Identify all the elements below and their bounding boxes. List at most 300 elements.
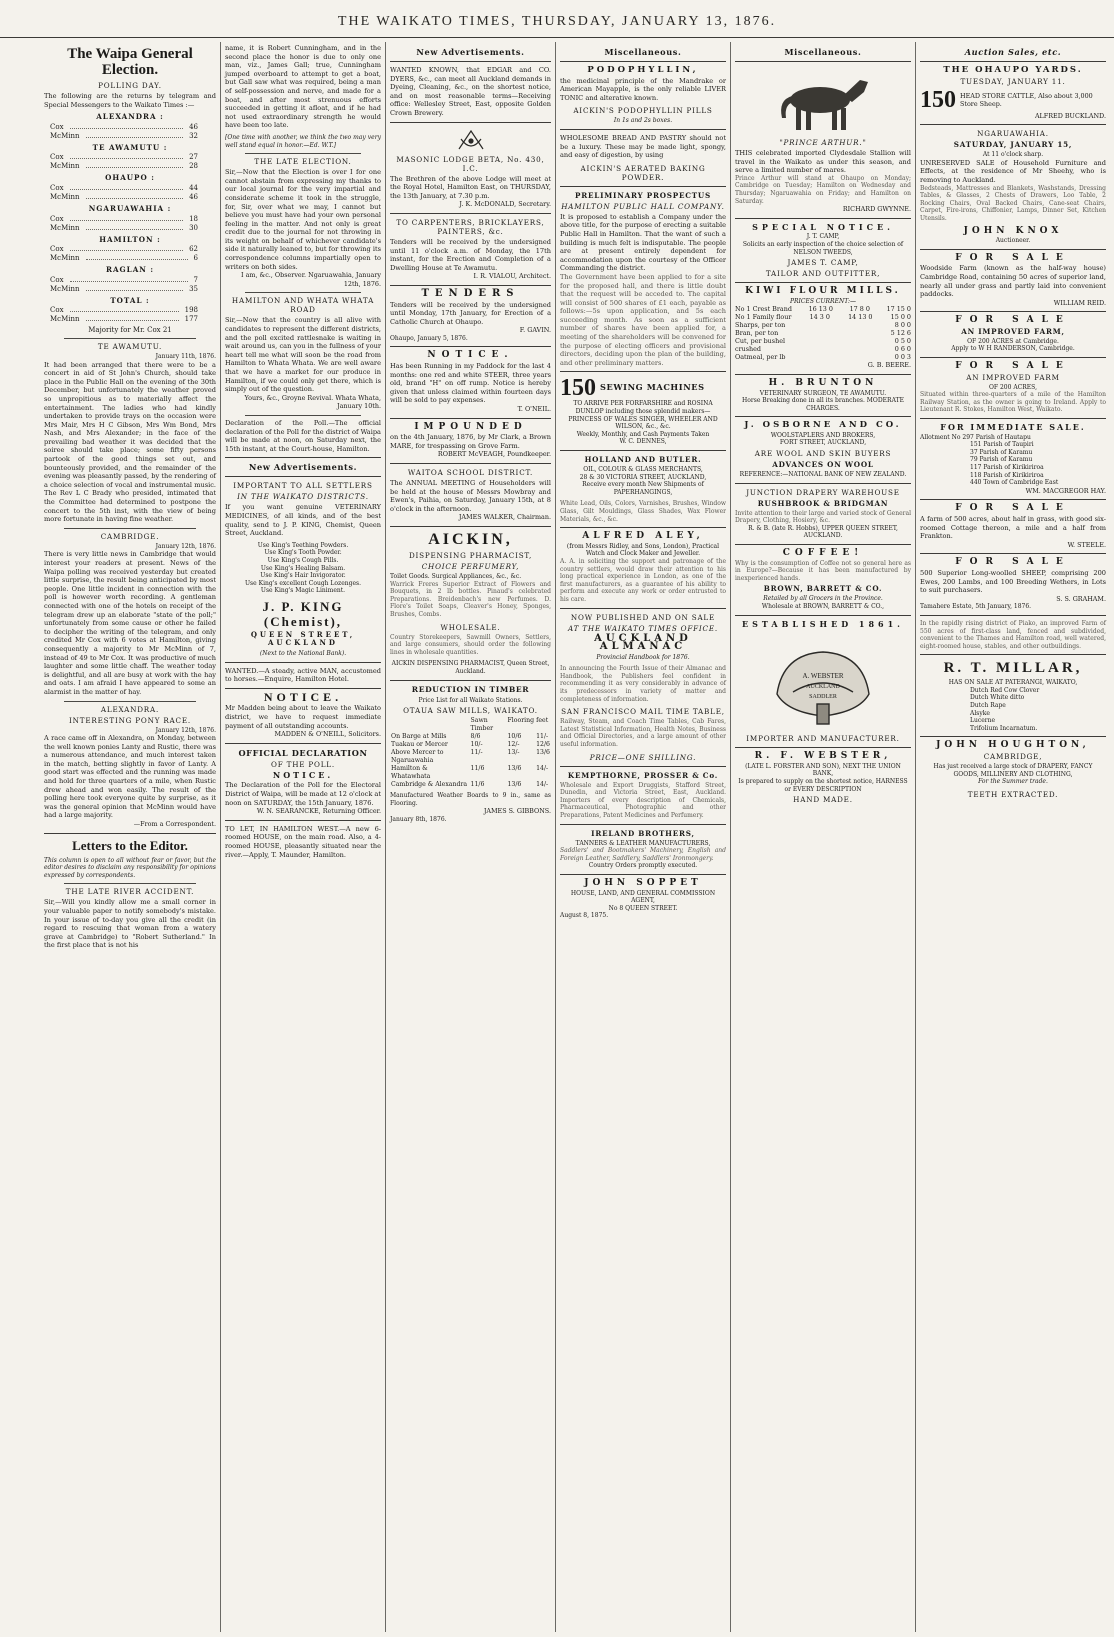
poll-row bbox=[44, 276, 216, 285]
coffee-name: BROWN, BARRETT & CO. bbox=[763, 584, 883, 594]
polling-day-subheading: POLLING DAY. bbox=[98, 81, 162, 90]
ohaupo-cattle-ad bbox=[920, 88, 1106, 112]
prospectus-heading: PRELIMINARY PROSPECTUS bbox=[575, 190, 711, 200]
ngaruawahia-time: At 11 o'clock sharp. bbox=[982, 151, 1044, 159]
official-declaration-heading: OFFICIAL DECLARATION bbox=[238, 747, 368, 758]
candidate-name: McMinn bbox=[50, 131, 80, 140]
poll-returns bbox=[44, 113, 216, 324]
allotment-row: 440 Town of Cambridge East bbox=[970, 479, 1059, 487]
candidate-name: Cox bbox=[50, 306, 64, 315]
poll-place: RAGLAN : bbox=[105, 265, 155, 275]
ngaruawahia-date: SATURDAY, JANUARY 15, bbox=[953, 140, 1073, 150]
king-product: Use King's excellent Cough Lozenges. bbox=[245, 579, 361, 587]
seed-item: Alsyke bbox=[970, 709, 990, 717]
table-cell: 14/- bbox=[536, 781, 549, 789]
election-heading: The Waipa General Election. bbox=[67, 46, 193, 78]
stray-notice-body: Has been Running in my Paddock for the last 4 months: one red and white STEER, three years old, brand "H" on off rump. Notice is hereby given that unless claimed within fourteen days will be sold to pay expenses. bbox=[390, 362, 551, 405]
king-product: Use King's Teething Powders. bbox=[257, 541, 349, 549]
price-value: 0 6 0 bbox=[894, 345, 911, 354]
school-signature: JAMES WALKER, Chairman. bbox=[458, 513, 551, 522]
column-6 bbox=[915, 42, 1110, 1632]
sewing-signature: W. C. DENNES, bbox=[619, 438, 667, 446]
kempthorne-body: Wholesale and Export Druggists, Stafford Street, Dunedin, and Victoria Street, East, Auckland. Importers of every description of Chemicals, Pharmaceutical, Photographic and other Preparations, Patent Medicines and Perfumery. bbox=[560, 781, 726, 819]
ireland-note: Country Orders promptly executed. bbox=[588, 862, 698, 870]
allotment-row: 118 Parish of Kirikiriroa bbox=[970, 471, 1044, 479]
farm-500-body: A farm of 500 acres, about half in grass, with good six-roomed Cottage thereon, a mile and a half from Frankton. bbox=[920, 514, 1106, 541]
osborne-address: FORT STREET, AUCKLAND, bbox=[779, 439, 867, 447]
letters-disclaimer: This column is open to all without fear or favor, but the editor desires to disclaim any responsibility for opinions expressed by correspondents. bbox=[44, 856, 216, 879]
vote-count: 35 bbox=[189, 284, 198, 293]
aickin-footer: AICKIN DISPENSING PHARMACIST, Queen Street, Auckland. bbox=[391, 660, 550, 675]
brunton-sub: VETERINARY SURGEON, TE AWAMUTU. bbox=[759, 389, 887, 397]
ireland-body: Saddlers' and Bootmakers' Machinery, English and Foreign Leather, Saddlery, Saddlers' Ironmongery. bbox=[560, 847, 726, 862]
soppet-date: August 8, 1875. bbox=[560, 912, 609, 920]
almanac-price: PRICE—ONE SHILLING. bbox=[589, 752, 697, 762]
aley-sub: (from Messrs Ridley, and Sons, London), Practical Watch and Clock Maker and Jeweller. bbox=[566, 542, 720, 558]
aley-heading: ALFRED ALEY, bbox=[582, 531, 704, 542]
alexandra-article: A race came off in Alexandra, on Monday, between the well known ponies Lanty and Rustic, there was a numerous attendance, and much interest taken in the match, betting slightly in favor of Lanty. A good start was effected and the running was made and hold for three quarters of a mile, when Rustic drew ahead and won easily. The result of the polling here took everyone quite by surprise, as it was the general opinion that McMinn would have had a large majority. bbox=[44, 734, 216, 820]
tenders-heading: TENDERS bbox=[421, 287, 520, 299]
table-cell: Above Mercer to Ngaruawahia bbox=[391, 749, 444, 765]
improved-farm-2-sub: OF 200 ACRES, bbox=[989, 383, 1037, 391]
price-row bbox=[735, 337, 911, 345]
price-value: 5 12 6 bbox=[890, 329, 911, 338]
coffee-body: Why is the consumption of Coffee not so general here as in Europe?—Because it has been manufactured by inexperienced hands. bbox=[735, 559, 911, 582]
woodside-farm-body: Woodside Farm (known as the half-way house) Cambridge Road, containing 50 acres of superior land, nearly all under grass and partly laid into convenient paddocks. bbox=[920, 264, 1106, 299]
settlers-body: If you want genuine VETERINARY MEDICINES, of all kinds, and of the best quality, send to J. P. KING, Chemist, Queen Street, Auckland. bbox=[225, 503, 381, 538]
almanac-name: AUCKLAND ALMANAC bbox=[594, 632, 692, 653]
aickin-pills-name: AICKIN'S PODOPHYLLIN PILLS bbox=[573, 106, 713, 116]
lodge-heading: MASONIC LODGE BETA, No. 430, I.C. bbox=[396, 154, 545, 173]
auction-sales-heading: Auction Sales, etc. bbox=[964, 47, 1062, 57]
allotment-row: Allotment No 297 Parish of Hautapu bbox=[920, 433, 1031, 441]
to-let-notice: TO LET, IN HAMILTON WEST.—A new 6-roomed HOUSE, on the main road. Also, a 4-roomed HOUSE, pleasantly situated near the river.—Apply, T. Maunder, Hamilton. bbox=[225, 824, 381, 859]
cambridge-heading: CAMBRIDGE. bbox=[100, 531, 160, 541]
webster-heading: R. F. WEBSTER, bbox=[754, 751, 892, 762]
poll-row bbox=[44, 153, 216, 162]
ngaruawahia-body: UNRESERVED SALE of Household Furniture and Effects, at the residence of Mr Sheehy, who is removing to Auckland. bbox=[920, 158, 1106, 184]
timber-signature: JAMES S. GIBBONS. bbox=[483, 807, 551, 816]
saddle-trade-text: SADDLER bbox=[809, 694, 837, 701]
king-product: Use King's Magic Liniment. bbox=[260, 587, 346, 595]
alexandra-date: January 12th, 1876. bbox=[155, 726, 216, 734]
prince-arthur-body: THIS celebrated imported Clydesdale Stallion will travel in the Waikato as under this season, and serve a limited number of mares. bbox=[735, 149, 911, 175]
notice-body: Mr Madden being about to leave the Waikato district, we have to request immediate payment of all outstanding accounts. bbox=[225, 704, 381, 730]
table-cell: 8/6 bbox=[470, 733, 481, 741]
vote-count: 7 bbox=[193, 275, 198, 284]
tenders-date: Ohaupo, January 5, 1876. bbox=[390, 334, 468, 342]
notice-heading: NOTICE. bbox=[263, 689, 343, 704]
poll-row bbox=[44, 306, 216, 315]
brunton-heading: H. BRUNTON bbox=[768, 377, 878, 388]
camp-trade: TAILOR AND OUTFITTER, bbox=[765, 269, 881, 279]
school-heading: WAITOA SCHOOL DISTRICT. bbox=[407, 468, 534, 477]
aley-body: A. A. in soliciting the support and patronage of the country settlers, would draw their attention to his long practical experience in London, as one of the first manufacturers, as a guarantee of his ability to perform and execute any work or order entrusted to his care. bbox=[560, 557, 726, 603]
sewing-heading: SEWING MACHINES bbox=[600, 382, 705, 393]
price-item: Oatmeal, per lb bbox=[735, 353, 786, 362]
table-cell: 12/6 bbox=[536, 741, 550, 749]
poll-row bbox=[44, 315, 216, 324]
coffee-heading: COFFEE! bbox=[782, 548, 864, 559]
aickin-name: AICKIN, bbox=[428, 530, 513, 548]
holland-body: Receive every month New Shipments of PAPERHANGINGS, bbox=[582, 481, 704, 496]
improved-farm-signature: Apply to W H RANDERSON, Cambridge. bbox=[951, 345, 1075, 353]
king-address: QUEEN STREET, AUCKLAND bbox=[250, 629, 356, 648]
table-cell: Hamilton & Whatawhata bbox=[391, 765, 431, 781]
price-value: 17 8 0 bbox=[849, 305, 870, 314]
table-header-cell: Flooring bbox=[507, 717, 535, 725]
almanac-handbook: Provincial Handbook for 1876. bbox=[596, 653, 690, 661]
candidate-name: Cox bbox=[50, 245, 64, 254]
masthead-title: THE WAIKATO TIMES, THURSDAY, JANUARY 13, 1876. bbox=[337, 14, 777, 29]
improved-farm-2-heading: AN IMPROVED FARM bbox=[966, 372, 1060, 382]
election-intro: The following are the returns by telegram and Special Messengers to the Waikato Times :— bbox=[44, 92, 216, 109]
letter-continued: name, it is Robert Cunningham, and in the second place the honor is due to only one man, viz., James Gall; true, Cunningham jumped overboard to attempt to get a boat, but Gall saw what was required, being a man of self-possession and nerve, and made for a boat, and after most strenuous efforts succeeded in getting it afloat, and if he had not used extraordinary strength he would have been too late. bbox=[225, 44, 381, 130]
for-sale-heading: FOR SALE bbox=[955, 503, 1071, 514]
vote-count: 62 bbox=[189, 245, 198, 254]
candidate-name: Cox bbox=[50, 153, 64, 162]
price-value: 15 0 0 bbox=[890, 313, 911, 322]
official-declaration-signature: W. N. SEARANCKE, Returning Officer. bbox=[256, 807, 381, 816]
timber-heading: REDUCTION IN TIMBER bbox=[411, 684, 530, 694]
poll-place: OHAUPO : bbox=[105, 173, 155, 183]
table-cell: Cambridge & Alexandra bbox=[391, 781, 468, 789]
ireland-sub: TANNERS & LEATHER MANUFACTURERS, bbox=[575, 839, 711, 847]
candidate-name: Cox bbox=[50, 214, 64, 223]
aickin-perfumery: CHOICE PERFUMERY, bbox=[421, 561, 520, 571]
price-value: 0 0 3 bbox=[894, 353, 911, 362]
table-cell: 11/- bbox=[470, 749, 483, 757]
vote-count: 6 bbox=[193, 254, 198, 263]
knox-name: JOHN KNOX bbox=[963, 225, 1063, 236]
vote-count: 177 bbox=[184, 315, 198, 324]
table-cell: 11/6 bbox=[470, 765, 485, 773]
settlers-heading: IMPORTANT TO ALL SETTLERS bbox=[233, 481, 373, 491]
vote-count: 30 bbox=[189, 223, 198, 232]
lodge-signature: J. K. McDONALD, Secretary. bbox=[459, 200, 551, 209]
holland-list: White Lead, Oils, Colors, Varnishes, Brushes, Window Glass, Gilt Mouldings, Glass Shades, Wax Flower Materials, &c., &c. bbox=[560, 500, 726, 523]
poll-block bbox=[44, 113, 216, 141]
column-3 bbox=[385, 42, 555, 1632]
whata-road-heading: HAMILTON AND WHATA WHATA ROAD bbox=[231, 296, 375, 315]
houghton-sub: For the Summer trade. bbox=[978, 778, 1048, 786]
poll-block bbox=[44, 174, 216, 202]
camp-name: J. T. CAMP, bbox=[806, 233, 840, 241]
price-value: 0 5 0 bbox=[894, 337, 911, 346]
candidate-name: McMinn bbox=[50, 254, 80, 263]
table-header-cell bbox=[390, 717, 470, 733]
houghton-name: JOHN HOUGHTON, bbox=[936, 740, 1090, 751]
official-notice-heading: NOTICE. bbox=[272, 769, 334, 780]
timber-date: January 8th, 1876. bbox=[390, 815, 447, 823]
podophyllin-body: the medicinal principle of the Mandrake or American Mayapple, is the only reliable LIVER TONIC and alterative known. bbox=[560, 76, 726, 102]
improved-farm-heading: AN IMPROVED FARM, bbox=[961, 326, 1065, 336]
te-awamutu-date: January 11th, 1876. bbox=[155, 352, 216, 360]
kiwi-signature: G. B. BEERE. bbox=[867, 361, 911, 370]
poll-row bbox=[44, 285, 216, 294]
millar-name: R. T. MILLAR, bbox=[943, 660, 1083, 677]
table-header-row bbox=[390, 717, 551, 733]
camp-body: Solicits an early inspection of the choice selection of NELSON TWEEDS, bbox=[742, 240, 904, 256]
coffee-note: Retailed by all Grocers in the Province. bbox=[763, 595, 883, 603]
poll-row bbox=[44, 123, 216, 132]
candidate-name: McMinn bbox=[50, 284, 80, 293]
poll-block bbox=[44, 205, 216, 233]
miscellaneous-heading: Miscellaneous. bbox=[604, 47, 682, 57]
alexandra-heading: ALEXANDRA. bbox=[100, 704, 160, 714]
poll-row bbox=[44, 224, 216, 233]
miscellaneous-heading: Miscellaneous. bbox=[784, 47, 862, 57]
price-item: No 1 Crest Brand bbox=[735, 305, 792, 314]
ohaupo-yards-heading: THE OHAUPO YARDS. bbox=[943, 65, 1083, 75]
column-2 bbox=[220, 42, 385, 1632]
column-5 bbox=[730, 42, 915, 1632]
piako-farm-body: In the rapidly rising district of Piako, an improved Farm of 550 acres of first-class land, fenced and subdivided, convenient to the Thames and Hamilton road, well watered, eight-roomed house, stables, and other outbuildings. bbox=[920, 619, 1106, 650]
holland-heading: HOLLAND AND BUTLER. bbox=[584, 455, 702, 464]
price-value: 16 13 0 bbox=[808, 305, 833, 314]
aickin-wholesale-heading: WHOLESALE. bbox=[440, 622, 501, 632]
poll-block bbox=[44, 236, 216, 264]
cambridge-date: January 12th, 1876. bbox=[155, 542, 216, 550]
table-cell: 13/6 bbox=[507, 781, 522, 789]
mail-table-heading: SAN FRANCISCO MAIL TIME TABLE, bbox=[561, 707, 725, 717]
official-declaration-sub: OF THE POLL. bbox=[271, 759, 335, 769]
baking-powder-name: AICKIN'S AERATED BAKING POWDER. bbox=[580, 163, 706, 182]
poll-block bbox=[44, 266, 216, 294]
poll-place: NGARUAWAHIA : bbox=[88, 203, 172, 213]
vote-count: 44 bbox=[189, 183, 198, 192]
cambridge-article: There is very little news in Cambridge that would interest your readers at present. News of the Waipa polling was received yesterday but created little surprise, the result being anticipated by most people. One little incident in connection with the poll is however worth recording. A gentleman connected with one of the hotels on receipt of the telegram drew up an elaborate "state of the poll;" unfortunately from some cause or other he failed to decipher the writing of the telegram, and only credited Mr Cox with 6 votes at Hamilton, giving consequently a majority to Mr McMinn of 7, instead of 49 to Mr Cox. It was productive of much laughter and some little chaff. The weather today is delightful, and all are busy at work with the hay and oats. I am afraid I have appeared to some an alarmist in the matter of hay. bbox=[44, 550, 216, 696]
vote-count: 18 bbox=[189, 214, 198, 223]
price-item: No 1 Family flour bbox=[735, 313, 792, 322]
whata-road-letter: Sir,—Now that the country is all alive with candidates to represent the different districts, and the poll excited rattlesnake is waiting in wait around us, can you in the fullness of your heart tell me what will soon be the road from Hamilton to Whata Whata. We are well aware that we have a market for our produce in Hamilton, if we could only get there, which is simply out of the question. bbox=[225, 316, 381, 394]
whata-road-signature: Yours, &c., Groyne Revival. Whata Whata, January 10th. bbox=[244, 393, 381, 411]
poll-place: TE AWAMUTU : bbox=[92, 142, 168, 152]
aickin-pills-sub: In 1s and 2s boxes. bbox=[613, 117, 673, 125]
woodside-signature: WILLIAM REID. bbox=[1053, 298, 1106, 307]
webster-hand-made: HAND MADE. bbox=[793, 795, 853, 805]
aickin-goods: Toilet Goods. Surgical Appliances, &c., &c. bbox=[390, 572, 522, 580]
table-cell: 13/6 bbox=[536, 749, 550, 757]
importer-line: IMPORTER AND MANUFACTURER. bbox=[746, 734, 900, 744]
sheep-signature: S. S. GRAHAM. bbox=[1056, 594, 1106, 603]
poll-row bbox=[44, 254, 216, 263]
candidate-name: Cox bbox=[50, 275, 64, 284]
tenders-signature: F. GAVIN. bbox=[519, 326, 551, 335]
timber-mills: OTAUA SAW MILLS, WAIKATO. bbox=[403, 706, 538, 716]
table-cell: 14/- bbox=[536, 765, 549, 773]
vote-count: 32 bbox=[189, 131, 198, 140]
bread-body: WHOLESOME BREAD AND PASTRY should not be a luxury. These may be made light, spongy, and easy of digestion, by using bbox=[560, 133, 726, 160]
holland-subheading: OIL, COLOUR & GLASS MERCHANTS, bbox=[583, 466, 703, 473]
tenders-body: Tenders will be received by the undersigned until Monday, 17th January, for Erection of a Catholic Church at Ohaupo. bbox=[390, 300, 551, 326]
price-item: Sharps, per ton bbox=[735, 321, 786, 330]
dyers-ad: WANTED KNOWN, that EDGAR and CO. DYERS, &c., can meet all Auckland demands in Dyeing, Cleaning, &c., on the shortest notice, and on most reasonable terms—Receiving office: Wellesley Street, East, opposite Golden Crown Brewery. bbox=[390, 66, 551, 117]
osborne-reference: REFERENCE:—NATIONAL BANK OF NEW ZEALAND. bbox=[739, 471, 907, 479]
ohaupo-yards-date: TUESDAY, JANUARY 11. bbox=[960, 76, 1066, 86]
cattle-body: HEAD STORE CATTLE, Also about 3,000 Store Sheep. bbox=[960, 91, 1093, 108]
for-sale-heading: FOR SALE bbox=[955, 361, 1071, 372]
king-product: Use King's Healing Balsam. bbox=[260, 564, 346, 572]
houghton-place: CAMBRIDGE, bbox=[983, 752, 1043, 762]
price-value: 14 13 0 bbox=[848, 313, 873, 322]
vote-count: 46 bbox=[189, 122, 198, 131]
junction-body: Invite attention to their large and varied stock of General Drapery, Clothing, Hosiery, &c. bbox=[735, 509, 911, 525]
te-awamutu-heading: TE AWAMUTU. bbox=[97, 341, 163, 351]
soppet-heading: JOHN SOPPET bbox=[584, 877, 702, 888]
soppet-body: HOUSE, LAND, AND GENERAL COMMISSION AGENT, bbox=[570, 889, 716, 905]
camp-signature: JAMES T. CAMP, bbox=[787, 258, 859, 268]
poll-row bbox=[44, 132, 216, 141]
candidate-name: McMinn bbox=[50, 223, 80, 232]
teeth-extracted: TEETH EXTRACTED. bbox=[967, 789, 1059, 799]
candidate-name: McMinn bbox=[50, 162, 80, 171]
school-body: The ANNUAL MEETING of Householders will be held at the house of Messrs Mowbray and Ewen's, Paihia, on Saturday, January 15th, at 8 o'clock in the afternoon. bbox=[390, 479, 551, 513]
prospectus-continued: The Government have been applied to for a site for the proposed hall, and there is little doubt that the request will be acceded to. The capital will consist of 500 shares of £1 each, payable as follows:—5s upon application, and 5s each succeeding month. As soon as a sufficient number of shares have been applied for, a meeting of the shareholders will be convened for the purpose of electing officers and provisional directors, deciding upon the plan of the building, and other preliminary matters. bbox=[560, 272, 726, 367]
seed-item: Dutch Red Cow Clover bbox=[970, 686, 1040, 694]
poll-row bbox=[44, 193, 216, 202]
price-item: crushed bbox=[735, 345, 762, 354]
osborne-heading: J. OSBORNE AND CO. bbox=[744, 420, 902, 431]
for-sale-heading: FOR SALE bbox=[955, 252, 1071, 263]
price-value: 17 15 0 bbox=[886, 305, 911, 314]
for-sale-heading: FOR SALE bbox=[955, 315, 1071, 326]
table-cell: 13/6 bbox=[507, 765, 522, 773]
poll-row bbox=[44, 184, 216, 193]
late-election-heading: THE LATE ELECTION. bbox=[254, 157, 352, 167]
sewing-count: 150 bbox=[560, 375, 596, 402]
poll-row bbox=[44, 162, 216, 171]
holland-address: 28 & 30 VICTORIA STREET, AUCKLAND, bbox=[579, 473, 707, 481]
mail-body: Railway, Steam, and Coach Time Tables, Cab Fares, Latest Statistical Information, Health Notes, Business and Official Directories, and a large amount of other useful information. bbox=[560, 718, 726, 749]
settlers-subheading: IN THE WAIKATO DISTRICTS. bbox=[237, 492, 369, 502]
late-election-letter: Sir,—Now that the Election is over I for one cannot abstain from expressing my thanks to our local journal for the very impartial and considerate scheme it took in the struggle, for, Sir, over what we may, I cannot but believe you must have had your own personal feeling in the matter. And not only is great credit due to the journal for not throwing in its weight on behalf of whichever candidate's side it naturally leaned to, but for throwing its correspondence columns impartially open to writers on both sides. bbox=[225, 168, 381, 271]
saddle-maker-text: A. WEBSTER bbox=[802, 672, 844, 681]
for-sale-heading: FOR SALE bbox=[955, 557, 1071, 568]
kempthorne-heading: KEMPTHORNE, PROSSER & Co. bbox=[567, 770, 719, 780]
almanac-office: AT THE WAIKATO TIMES OFFICE. bbox=[568, 623, 718, 633]
saddle-city-text: AUCKLAND bbox=[806, 684, 840, 691]
poll-block bbox=[44, 297, 216, 325]
king-product: Use King's Cough Pills. bbox=[267, 556, 339, 564]
late-election-signature: I am, &c., Observer. Ngaruawahia, January 12th, 1876. bbox=[241, 271, 381, 288]
furniture-list: Bedsteads, Mattresses and Blankets, Washstands, Dressing Tables, & Glasses, 2 Chests of Drawers, Loo Table, 2 Rocking Chairs, Oval Backed Chairs, Cane-seat Chairs, Carpet, Fire-irons, Chiffonier, Lamps, Dinner Set, Kitchen Utensils. bbox=[920, 184, 1106, 222]
table-row bbox=[390, 749, 551, 765]
prince-arthur-continued: Prince Arthur will stand at Ohaupo on Monday; Cambridge on Tuesday; Hamilton on Wednesday and Thursday; Ngaruawahia on Friday; and Hamilton on Saturday. bbox=[735, 174, 911, 205]
seed-item: Trifolium Incarnatum. bbox=[970, 724, 1038, 732]
carpenters-body: Tenders will be received by the undersigned until 11 o'clock a.m. of Monday, the 17th instant, for the Erection and Completion of a Dwelling House at Te Awamutu. bbox=[390, 237, 551, 272]
carpenters-heading: TO CARPENTERS, BRICKLAYERS, PAINTERS, &c. bbox=[396, 217, 545, 236]
table-cell: 11/- bbox=[536, 733, 549, 741]
timber-price-table bbox=[390, 717, 551, 789]
notice-heading: NOTICE. bbox=[427, 350, 514, 361]
candidate-name: McMinn bbox=[50, 192, 80, 201]
improved-farm-sub: OF 200 ACRES at Cambridge. bbox=[967, 337, 1059, 345]
aickin-product-list: Warrick Freres Superior Extract of Flowers and Bouquets, in 2 lb bottles. Pinaud's celebrated Preparations. Breidenbach's new Perfumes. D. Flore's Toilet Soaps, Cleaver's Honey, Sponges, Brushes, Combs. bbox=[390, 580, 551, 618]
kiwi-mills-heading: KIWI FLOUR MILLS. bbox=[745, 286, 901, 297]
timber-note: Manufactured Weather Boards to 9 in., same as Flooring. bbox=[390, 792, 551, 807]
candidate-name: Cox bbox=[50, 183, 64, 192]
poll-place: TOTAL : bbox=[110, 295, 150, 305]
saddle-illustration-icon bbox=[763, 634, 883, 730]
poll-row bbox=[44, 215, 216, 224]
price-value: 8 0 0 bbox=[894, 321, 911, 330]
lodge-body: The Brethren of the above Lodge will meet at the Royal Hotel, Hamilton East, on THURSDAY, the 13th January, at 7.30 p.m. bbox=[390, 174, 551, 200]
price-row bbox=[735, 345, 911, 353]
candidate-name: Cox bbox=[50, 122, 64, 131]
poll-place: ALEXANDRA : bbox=[96, 112, 164, 122]
prince-arthur-signature: RICHARD GWYNNE. bbox=[842, 205, 911, 214]
king-product: Use King's Hair Invigorator. bbox=[260, 572, 346, 580]
established-heading: ESTABLISHED 1861. bbox=[742, 618, 904, 629]
masonic-emblem-icon bbox=[391, 127, 551, 153]
poll-row bbox=[44, 245, 216, 254]
table-row bbox=[390, 741, 551, 749]
king-product: Use King's Tooth Powder. bbox=[264, 549, 342, 557]
aickin-title: DISPENSING PHARMACIST, bbox=[408, 550, 533, 560]
vote-count: 46 bbox=[189, 192, 198, 201]
poll-place: HAMILTON : bbox=[99, 234, 161, 244]
soppet-address: No 8 QUEEN STREET. bbox=[608, 904, 678, 912]
alexandra-signature: —From a Correspondent. bbox=[133, 820, 216, 829]
osborne-advances: ADVANCES ON WOOL bbox=[772, 460, 874, 470]
table-header-cell: Sawn Timber bbox=[470, 717, 494, 733]
immediate-sale-heading: FOR IMMEDIATE SALE. bbox=[940, 422, 1086, 433]
farm-500-signature: W. STEELE. bbox=[1067, 540, 1106, 549]
price-value: 14 3 0 bbox=[809, 313, 830, 322]
knox-sub: Auctioneer. bbox=[995, 237, 1031, 245]
price-row bbox=[735, 353, 911, 361]
seed-item: Dutch White ditto bbox=[970, 694, 1025, 702]
sewing-body: TO ARRIVE PER FORFARSHIRE and ROSINA DUNLOP including those splendid makers— PRINCESS OF WALES SINGER, WHEELER AND WILSON, &c., &c. bbox=[568, 400, 718, 431]
allotment-row: 151 Parish of Taupiri bbox=[970, 441, 1034, 449]
stray-notice-signature: T. O'NEIL. bbox=[517, 405, 551, 414]
osborne-wool: ARE WOOL AND SKIN BUYERS bbox=[754, 449, 892, 459]
table-cell: 11/6 bbox=[470, 781, 485, 789]
allotment-signature: WM. MACGREGOR HAY. bbox=[1025, 486, 1106, 495]
carpenters-signature: I. R. VIALOU, Architect. bbox=[473, 272, 551, 281]
majority-line: Majority for Mr. Cox 21 bbox=[88, 326, 172, 335]
kiwi-prices-sub: PRICES CURRENT:— bbox=[789, 297, 857, 305]
table-cell: 13/- bbox=[507, 749, 520, 757]
price-row bbox=[735, 329, 911, 337]
price-item: Cut, per bushel bbox=[735, 337, 786, 346]
wanted-notice: WANTED.—A steady, active MAN, accustomed to horses.—Enquire, Hamilton Hotel. bbox=[225, 666, 381, 684]
price-row bbox=[735, 313, 911, 321]
impounded-signature: ROBERT McVEAGH, Poundkeeper. bbox=[437, 450, 551, 459]
podophyllin-heading: PODOPHYLLIN, bbox=[587, 65, 699, 75]
table-cell: Tuakau or Mercer bbox=[391, 741, 448, 749]
table-cell: 10/- bbox=[470, 741, 483, 749]
alexandra-subheading: INTERESTING PONY RACE. bbox=[69, 715, 191, 725]
sewing-machines-ad bbox=[560, 376, 726, 400]
table-row bbox=[390, 765, 551, 781]
column-1 bbox=[40, 42, 220, 1632]
te-awamutu-article: It had been arranged that there were to be a concert in aid of St John's Church, should take place in the Public Hall on the evening of the 30th December, but unfortunately the weather proved so unpropitious as to materially affect the entertainment. The ladies who had kindly undertaken to provide trays on the occasion were Mrs Mair, Mrs H C Gibson, Mrs Wm Bond, Mrs Nash, and Mrs Alexander; in the face of the prevailing bad weather it was decided that the soiree should take place; some fifty persons partook of the good things set out, and bounteously provided, and the remainder of the evening was pleasantly passed, by the rendering of a choice selection of vocal and instrumental music. The Rev L C Brady who presided, intimated that the Committee had determined to postpone the concert to the 5th inst, with the view of being more fortunate in having fine weather. bbox=[44, 360, 216, 524]
ireland-heading: IRELAND BROTHERS, bbox=[591, 828, 695, 838]
vote-count: 28 bbox=[189, 162, 198, 171]
junction-signature: R. & B. (late R. Hobbs), UPPER QUEEN STREET, AUCKLAND. bbox=[748, 524, 898, 540]
price-row bbox=[735, 305, 911, 313]
almanac-prefix: NOW PUBLISHED AND ON SALE bbox=[570, 612, 716, 622]
river-accident-heading: THE LATE RIVER ACCIDENT. bbox=[65, 887, 195, 897]
brunton-body: Horse Breaking done in all its branches. MODERATE CHARGES. bbox=[742, 397, 904, 412]
letters-heading: Letters to the Editor. bbox=[72, 837, 188, 853]
king-address-note: (Next to the National Bank). bbox=[259, 650, 347, 658]
seed-item: Dutch Rape bbox=[970, 702, 1006, 710]
impounded-heading: IMPOUNDED bbox=[414, 421, 527, 432]
masthead bbox=[0, 0, 1114, 38]
